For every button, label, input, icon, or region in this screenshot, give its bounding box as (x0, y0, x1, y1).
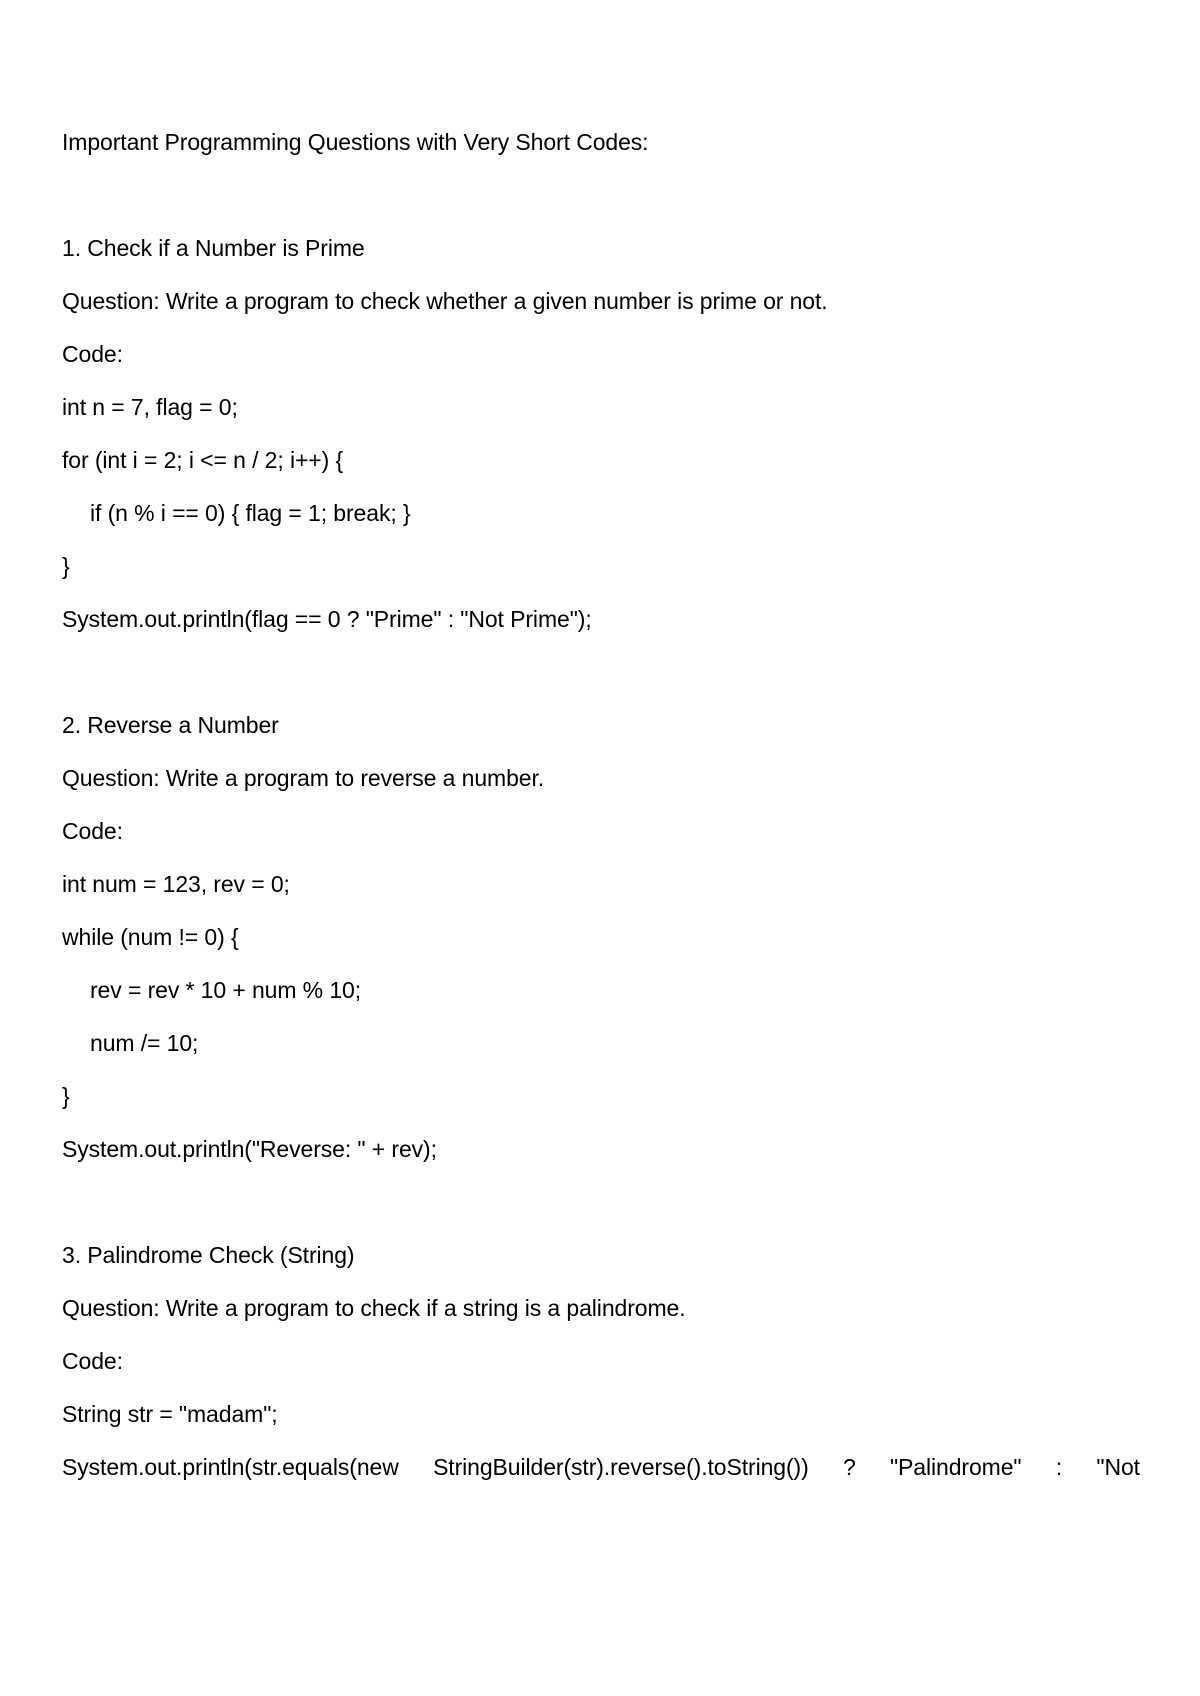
code-line: for (int i = 2; i <= n / 2; i++) { (62, 447, 344, 473)
code-line: System.out.println("Reverse: " + rev); (62, 1136, 437, 1162)
code-line: rev = rev * 10 + num % 10; (90, 977, 361, 1003)
code-line: while (num != 0) { (62, 924, 239, 950)
document-heading: Important Programming Questions with Very Short Codes: (62, 129, 649, 155)
code-line: if (n % i == 0) { flag = 1; break; } (90, 500, 411, 526)
section-title: 1. Check if a Number is Prime (62, 235, 365, 261)
code-fragment: "Not (1096, 1454, 1140, 1480)
section-question: Question: Write a program to reverse a number. (62, 765, 545, 791)
code-label: Code: (62, 1348, 123, 1374)
code-fragment: System.out.println(str.equals(new (62, 1454, 399, 1480)
code-fragment: ? (842, 1454, 856, 1480)
code-line: } (62, 553, 70, 579)
code-line: int num = 123, rev = 0; (62, 871, 290, 897)
section-question: Question: Write a program to check whether a given number is prime or not. (62, 288, 828, 314)
code-fragment: "Palindrome" (889, 1454, 1022, 1480)
code-line: String str = "madam"; (62, 1401, 278, 1427)
code-fragment: StringBuilder(str).reverse().toString()) (433, 1454, 809, 1480)
code-label: Code: (62, 818, 123, 844)
code-fragment: : (1055, 1454, 1063, 1480)
code-line: System.out.println(flag == 0 ? "Prime" : "Not Prime"); (62, 606, 592, 632)
code-line: } (62, 1083, 70, 1109)
code-label: Code: (62, 341, 123, 367)
section-title: 3. Palindrome Check (String) (62, 1242, 355, 1268)
section-question: Question: Write a program to check if a string is a palindrome. (62, 1295, 686, 1321)
section-title: 2. Reverse a Number (62, 712, 279, 738)
code-line-justified (62, 1453, 1140, 1481)
code-line: int n = 7, flag = 0; (62, 394, 238, 420)
code-line: num /= 10; (90, 1030, 199, 1056)
